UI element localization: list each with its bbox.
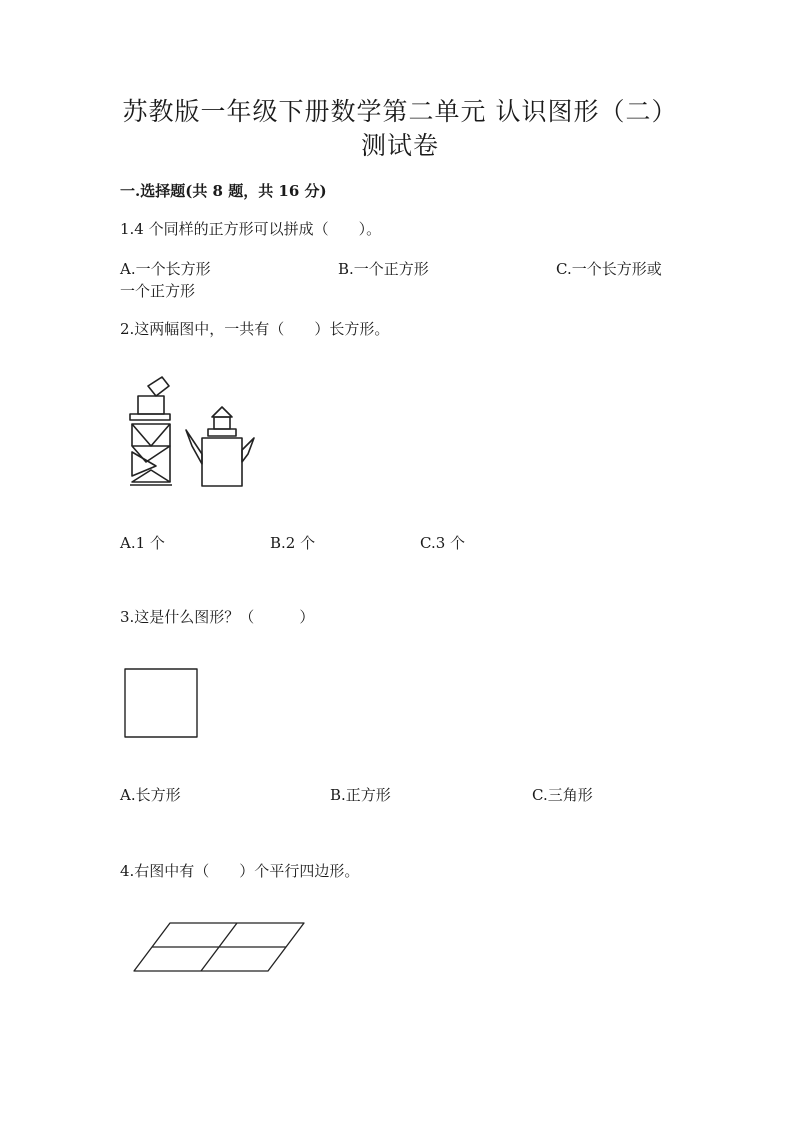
question-1-option-a: A.一个长方形 [120, 260, 211, 278]
middle-triangle [132, 446, 170, 462]
question-1-text: 1.4 个同样的正方形可以拼成（ ）。 [120, 220, 382, 238]
upper-triangle-pair [132, 424, 170, 446]
question-3-square-figure [122, 666, 202, 742]
page-subtitle: 测试卷 [360, 131, 439, 160]
kettle-handle [186, 430, 202, 464]
kettle-body [202, 438, 242, 486]
question-3-text: 3.这是什么图形？（ ） [120, 608, 315, 626]
lower-triangle [132, 452, 156, 476]
question-2-option-b: B.2 个 [270, 534, 316, 552]
thin-bar [130, 414, 170, 420]
base-triangle [132, 470, 170, 482]
top-square [138, 396, 164, 414]
tilted-block [148, 377, 169, 396]
question-3-option-a: A.长方形 [120, 786, 181, 804]
question-2-option-a: A.1 个 [120, 534, 165, 552]
section-heading: 一.选择题(共 8 题，共 16 分) [120, 182, 327, 200]
question-1-option-c: C.一个长方形或 [556, 260, 662, 278]
question-1-option-c-wrap: 一个正方形 [120, 282, 196, 300]
question-3-option-b: B.正方形 [330, 786, 391, 804]
kettle-lid [208, 429, 236, 436]
question-2-text: 2.这两幅图中，一共有（ ）长方形。 [120, 320, 390, 338]
question-2-option-c: C.3 个 [420, 534, 466, 552]
square-shape [125, 669, 197, 737]
kettle-neck [214, 417, 230, 429]
question-1-option-b: B.一个正方形 [338, 260, 429, 278]
page-title: 苏教版一年级下册数学第二单元 认识图形（二） [122, 97, 678, 126]
question-2-figure [126, 372, 266, 492]
question-4-parallelogram-figure [132, 920, 312, 976]
kettle-spout [242, 438, 254, 462]
question-3-option-c: C.三角形 [532, 786, 593, 804]
question-4-text: 4.右图中有（ ）个平行四边形。 [120, 862, 360, 880]
kettle-roof [212, 407, 232, 417]
